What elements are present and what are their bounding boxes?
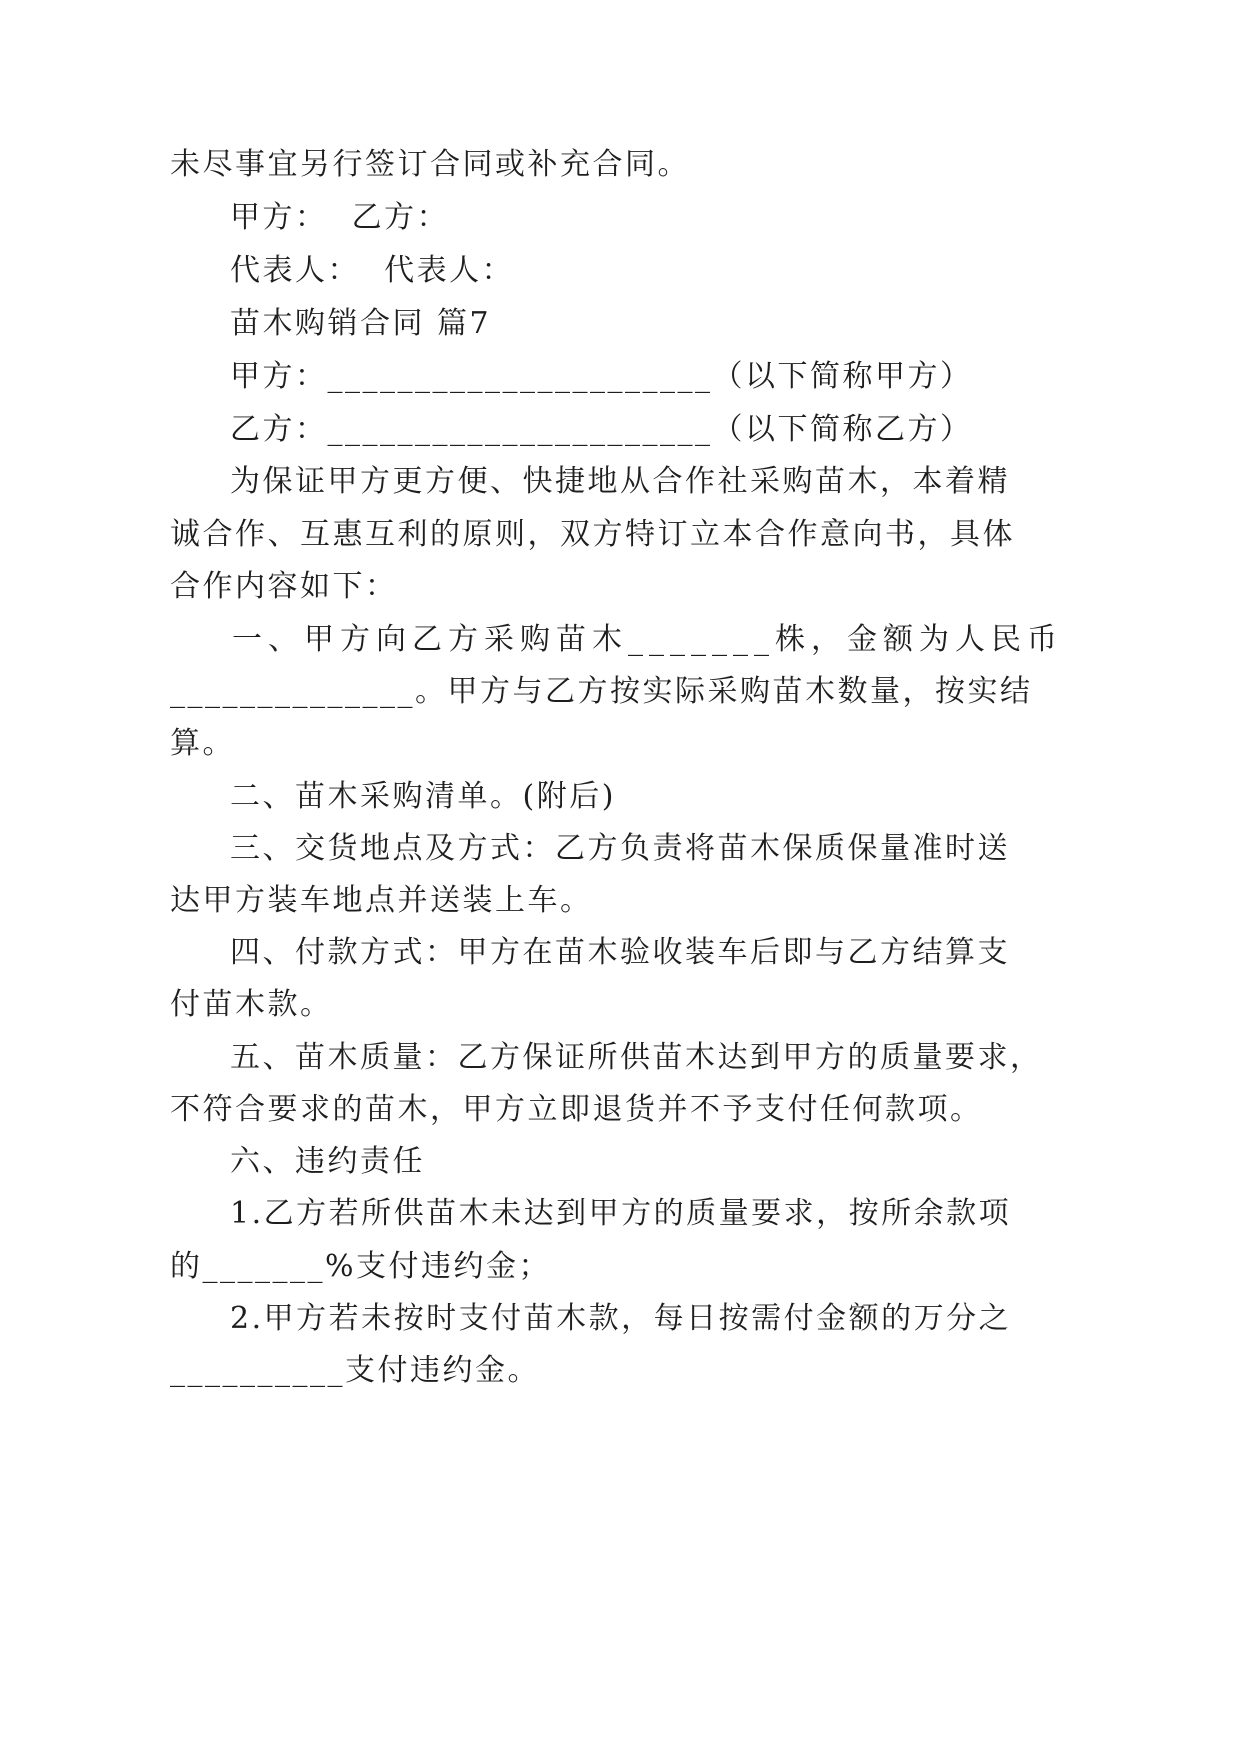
clause-1-line: ______________。甲方与乙方按实际采购苗木数量，按实结 (170, 674, 1033, 709)
clause-2-line: 二、苗木采购清单。(附后) (230, 779, 616, 814)
text-line: 为保证甲方更方便、快捷地从合作社采购苗木，本着精 (230, 464, 1010, 499)
clause-3-line: 达甲方装车地点并送装上车。 (170, 883, 593, 918)
section-title: 苗木购销合同 篇7 (230, 306, 492, 341)
text-line: 合作内容如下： (170, 569, 398, 604)
clause-4-line: 四、付款方式：甲方在苗木验收装车后即与乙方结算支 (230, 935, 1010, 970)
clause-6-heading: 六、违约责任 (230, 1144, 425, 1179)
clause-1-line: 算。 (170, 726, 235, 761)
clause-5-line: 不符合要求的苗木，甲方立即退货并不予支付任何款项。 (170, 1092, 983, 1127)
clause-6-item-2: __________支付违约金。 (170, 1353, 540, 1388)
clause-1-line: 一、甲方向乙方采购苗木_______株，金额为人民币 (232, 622, 1063, 657)
text-line: 诚合作、互惠互利的原则，双方特订立本合作意向书，具体 (170, 517, 1015, 552)
clause-3-line: 三、交货地点及方式：乙方负责将苗木保质保量准时送 (230, 831, 1010, 866)
party-b-line: 乙方：______________________（以下简称乙方） (230, 412, 973, 447)
clause-5-line: 五、苗木质量：乙方保证所供苗木达到甲方的质量要求， (230, 1040, 1043, 1075)
clause-6-item-2: 2.甲方若未按时支付苗木款，每日按需付金额的万分之 (230, 1301, 1012, 1336)
party-a-line: 甲方：______________________（以下简称甲方） (230, 359, 973, 394)
text-line: 未尽事宜另行签订合同或补充合同。 (170, 147, 690, 182)
text-line: 甲方： 乙方： (230, 200, 450, 235)
clause-4-line: 付苗木款。 (170, 987, 333, 1022)
clause-6-item-1: 1.乙方若所供苗木未达到甲方的质量要求，按所余款项 (230, 1196, 1012, 1231)
text-line: 代表人： 代表人： (230, 253, 515, 288)
clause-6-item-1: 的_______%支付违约金； (170, 1249, 552, 1284)
